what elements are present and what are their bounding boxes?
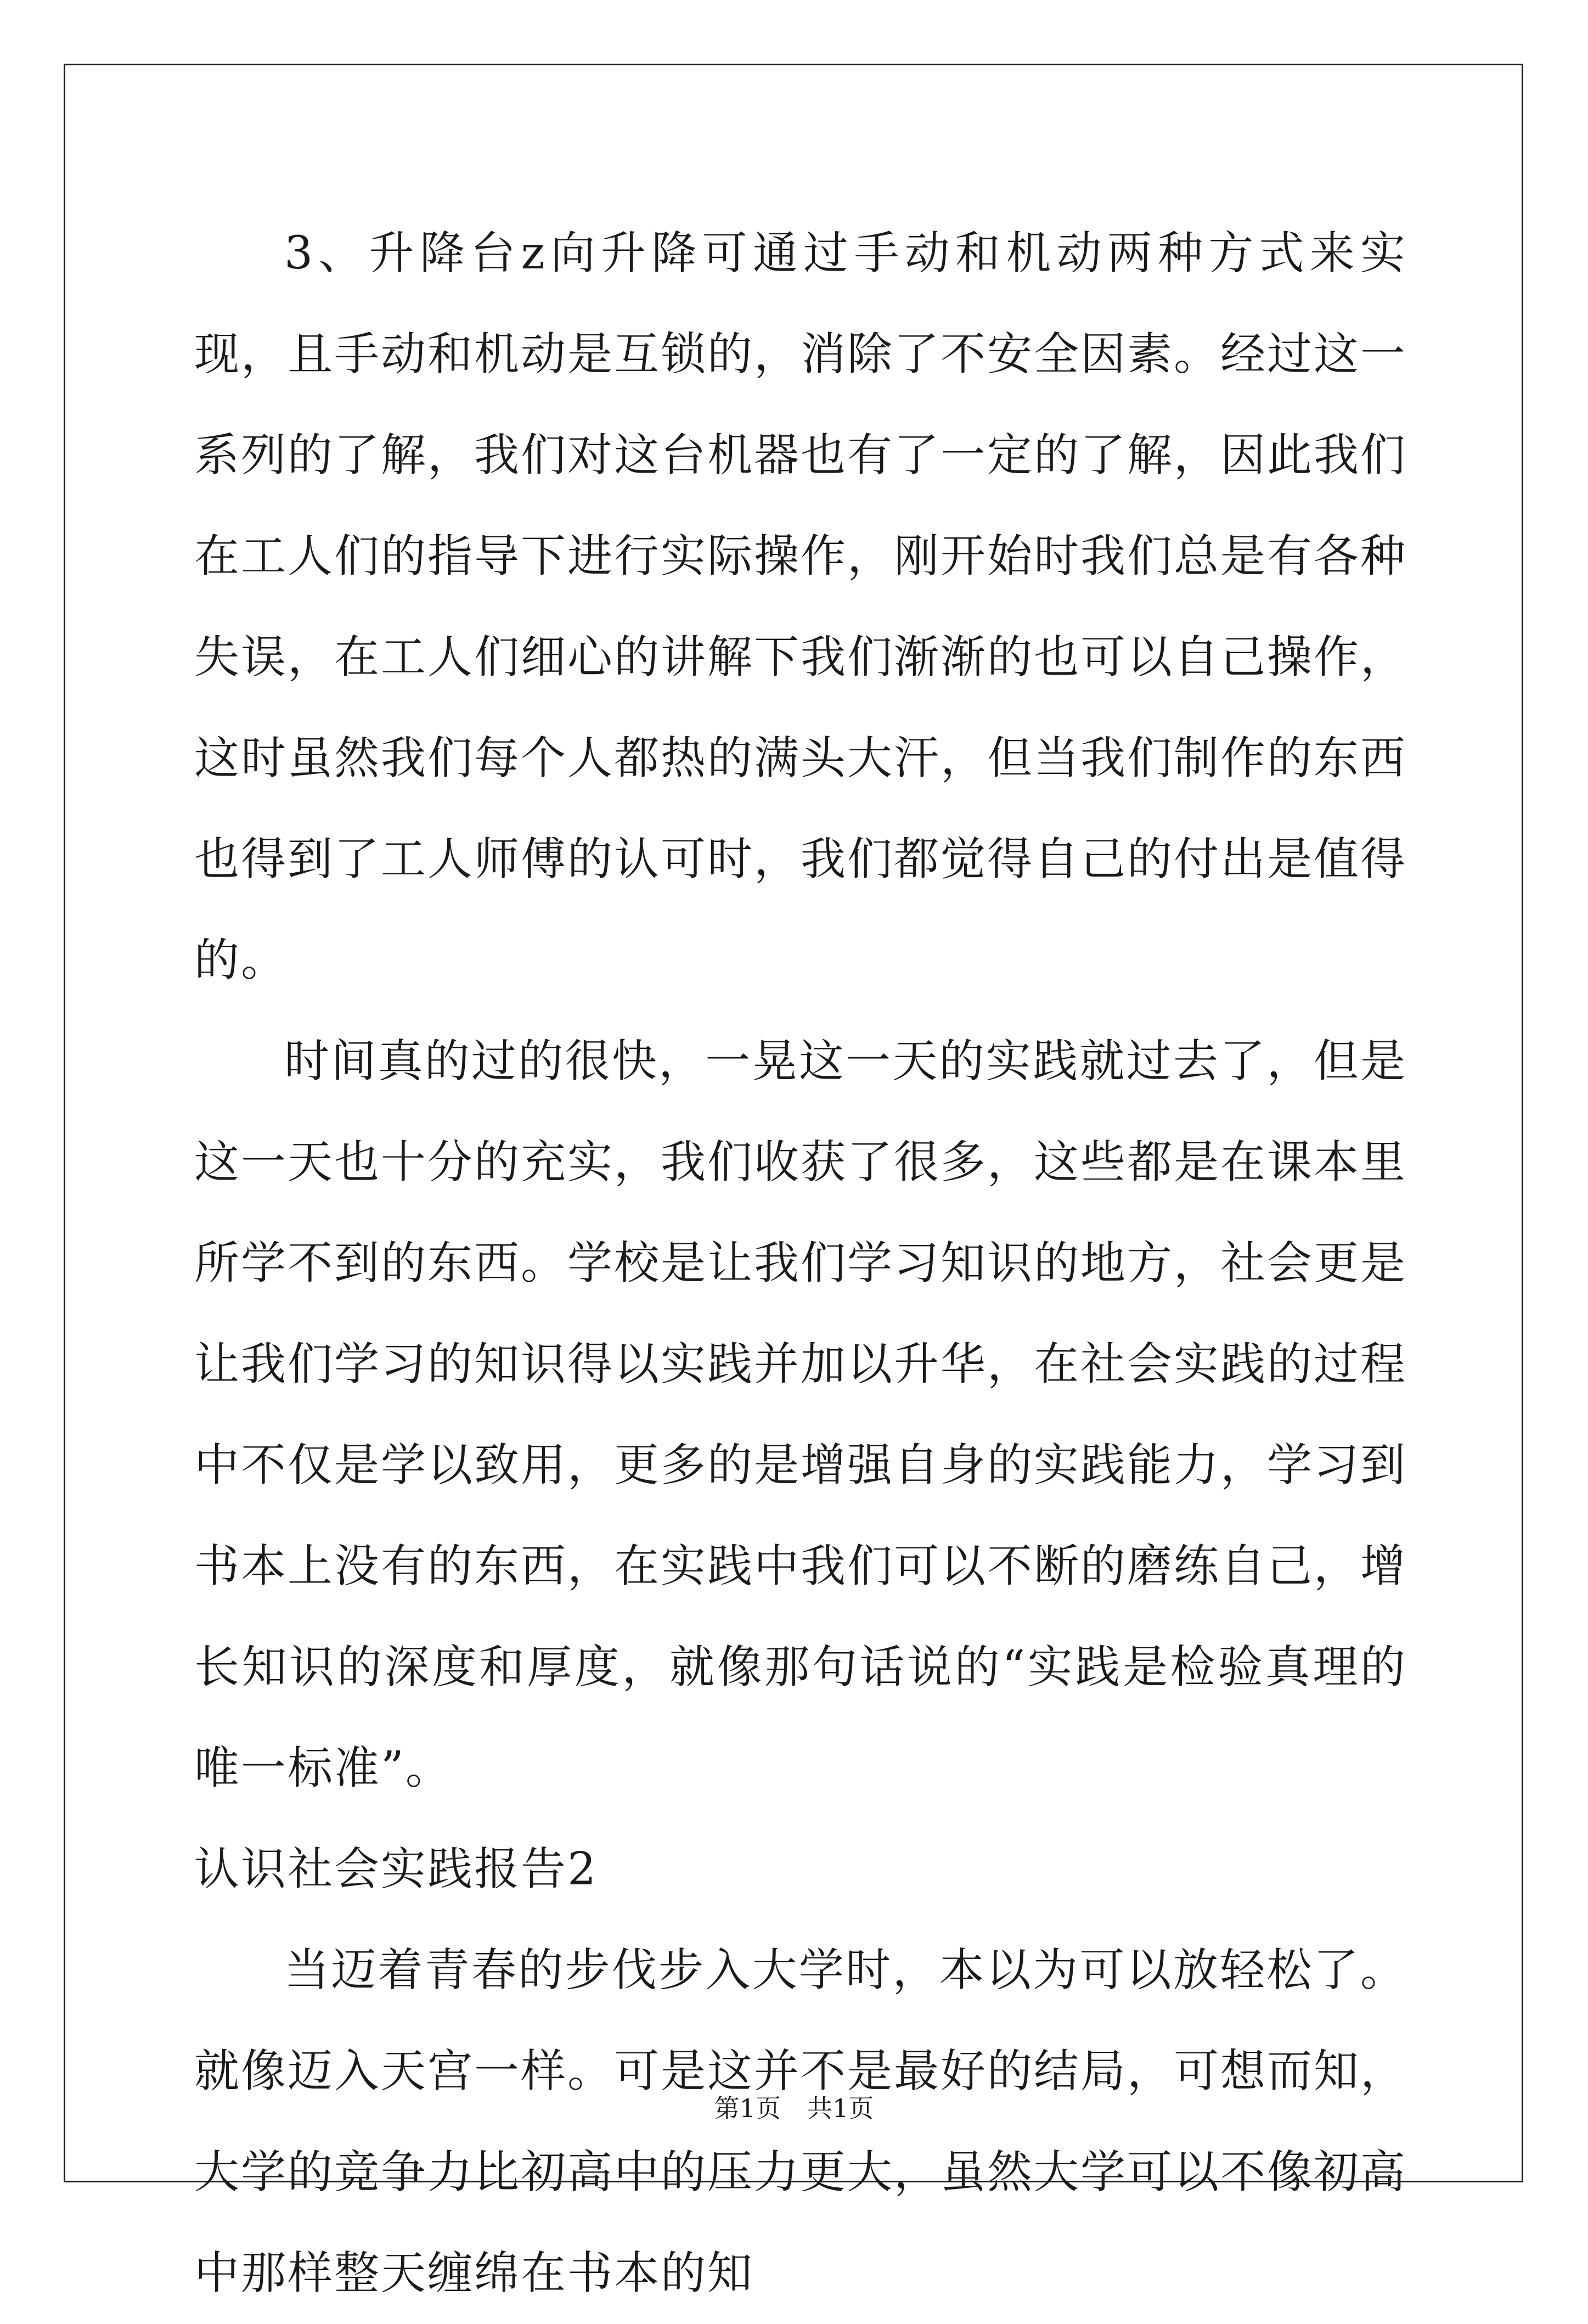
document-body — [194, 203, 1407, 2324]
body-paragraph: 时间真的过的很快，一晃这一天的实践就过去了，但是这一天也十分的充实，我们收获了很多，这些都是在课本里所学不到的东西。学校是让我们学习知识的地方，社会更是让我们学习的知识得以实践并加以升华，在社会实践的过程中不仅是学以致用，更多的是增强自身的实践能力，学习到书本上没有的东西，在实践中我们可以不断的磨练自己，增长知识的深度和厚度，就像那句话说的“实践是检验真理的唯一标准”。 — [194, 1035, 1407, 1794]
page-footer — [0, 2089, 1588, 2125]
page-total: 共1页 — [807, 2093, 874, 2123]
body-paragraph: 当迈着青春的步伐步入大学时，本以为可以放轻松了。就像迈入天宫一样。可是这并不是最好的结局，可想而知，大学的竞争力比初高中的压力更大，虽然大学可以不像初高中那样整天缠绵在书本的知 — [194, 1944, 1407, 2299]
page-number: 第1页 — [714, 2093, 781, 2123]
section-heading: 认识社会实践报告2 — [194, 1843, 598, 1895]
body-paragraph: 3、升降台z向升降可通过手动和机动两种方式来实现，且手动和机动是互锁的，消除了不安全因素。经过这一系列的了解，我们对这台机器也有了一定的了解，因此我们在工人们的指导下进行实际操作，刚开始时我们总是有各种失误，在工人们细心的讲解下我们渐渐的也可以自己操作，这时虽然我们每个人都热的满头大汗，但当我们制作的东西也得到了工人师傅的认可时，我们都觉得自己的付出是值得的。 — [194, 227, 1407, 986]
